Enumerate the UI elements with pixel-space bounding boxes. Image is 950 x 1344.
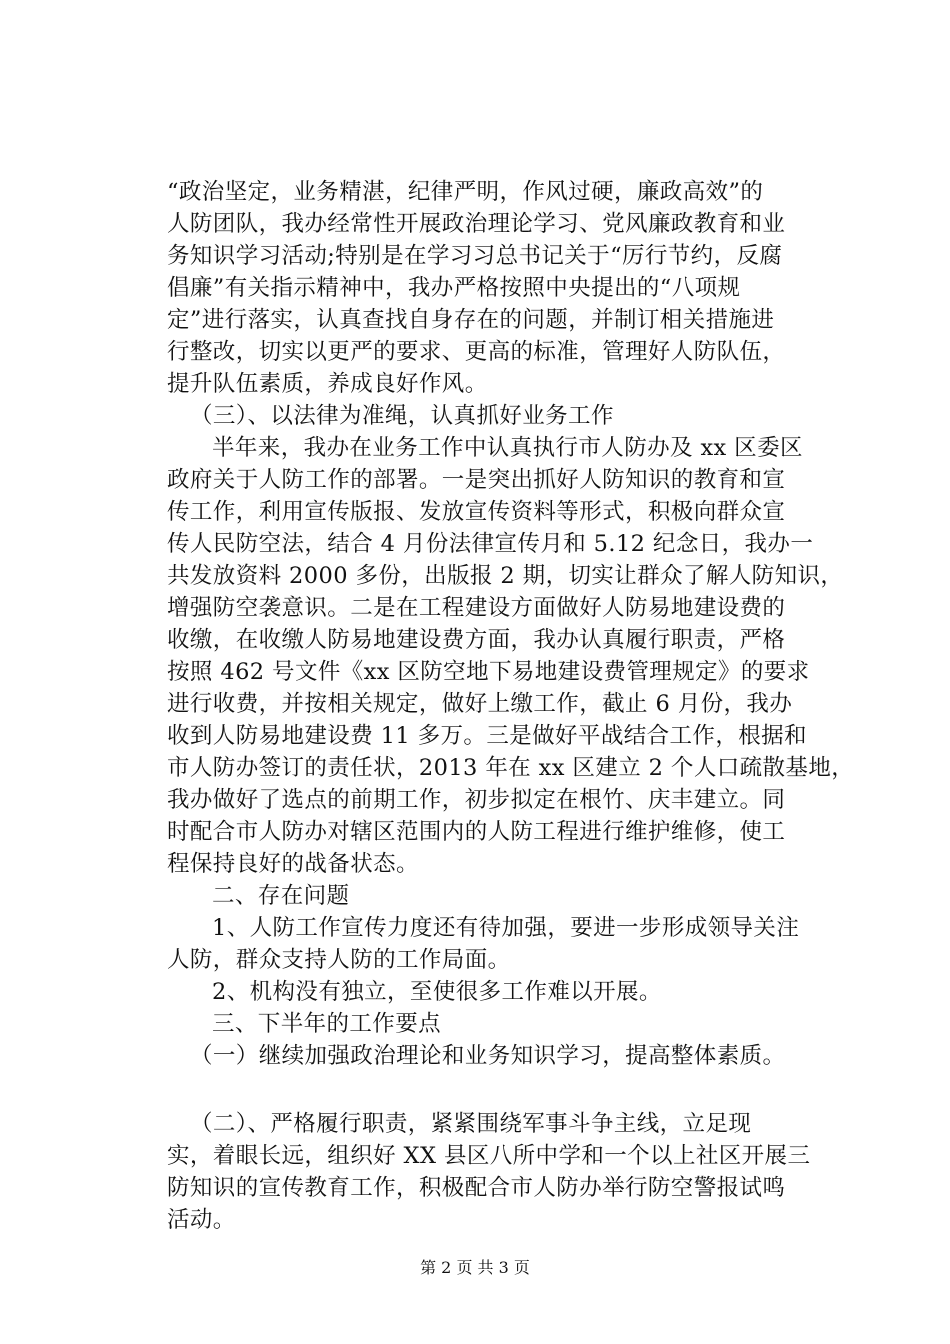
paragraph-line: 1、人防工作宣传力度还有待加强，要进一步形成领导关注	[212, 915, 800, 941]
paragraph-line: 市人防办签订的责任状，2013 年在 xx 区建立 2 个人口疏散基地，	[167, 755, 855, 781]
paragraph-line: （一）继续加强政治理论和业务知识学习，提高整体素质。	[190, 1043, 786, 1069]
paragraph-line: 按照 462 号文件《xx 区防空地下易地建设费管理规定》的要求	[167, 659, 810, 685]
paragraph-line: 共发放资料 2000 多份，出版报 2 期，切实让群众了解人防知识，	[167, 563, 844, 589]
paragraph-line: 传工作，利用宣传版报、发放宣传资料等形式，积极向群众宣	[167, 499, 786, 525]
section-heading: 三、下半年的工作要点	[212, 1011, 442, 1037]
paragraph-line: 我办做好了选点的前期工作，初步拟定在根竹、庆丰建立。同	[167, 787, 786, 813]
paragraph-line: 倡廉”有关指示精神中，我办严格按照中央提出的“八项规	[167, 275, 741, 301]
paragraph-line: 进行收费，并按相关规定，做好上缴工作，截止 6 月份，我办	[167, 691, 793, 717]
section-heading: （三）、以法律为准绳，认真抓好业务工作	[190, 403, 614, 429]
page-number-footer: 第 2 页 共 3 页	[420, 1258, 530, 1277]
paragraph-line: “政治坚定，业务精湛，纪律严明，作风过硬，廉政高效”的	[167, 179, 764, 205]
paragraph-line: （二）、严格履行职责，紧紧围绕军事斗争主线，立足现	[190, 1111, 752, 1137]
paragraph-line: 人防，群众支持人防的工作局面。	[167, 947, 511, 973]
paragraph-line: 增强防空袭意识。二是在工程建设方面做好人防易地建设费的	[167, 595, 786, 621]
paragraph-line: 收到人防易地建设费 11 多万。三是做好平战结合工作，根据和	[167, 723, 807, 749]
paragraph-line: 人防团队，我办经常性开展政治理论学习、党风廉政教育和业	[167, 211, 786, 237]
paragraph-line: 收缴，在收缴人防易地建设费方面，我办认真履行职责，严格	[167, 627, 786, 653]
paragraph-line: 活动。	[167, 1207, 236, 1233]
paragraph-line: 行整改，切实以更严的要求、更高的标准，管理好人防队伍，	[167, 339, 786, 365]
paragraph-line: 2、机构没有独立，至使很多工作难以开展。	[212, 979, 662, 1005]
paragraph-line: 定”进行落实，认真查找自身存在的问题，并制订相关措施进	[167, 307, 775, 333]
paragraph-line: 防知识的宣传教育工作，积极配合市人防办举行防空警报试鸣	[167, 1175, 786, 1201]
paragraph-line: 实，着眼长远，组织好 XX 县区八所中学和一个以上社区开展三	[167, 1143, 811, 1169]
paragraph-line: 提升队伍素质，养成良好作风。	[167, 371, 488, 397]
paragraph-line: 半年来，我办在业务工作中认真执行市人防办及 xx 区委区	[212, 435, 803, 461]
paragraph-line: 政府关于人防工作的部署。一是突出抓好人防知识的教育和宣	[167, 467, 786, 493]
section-heading: 二、存在问题	[212, 883, 350, 909]
paragraph-line: 传人民防空法，结合 4 月份法律宣传月和 5.12 纪念日，我办一	[167, 531, 814, 557]
paragraph-line: 务知识学习活动;特别是在学习习总书记关于“厉行节约，反腐	[167, 243, 783, 269]
paragraph-line: 程保持良好的战备状态。	[167, 851, 419, 877]
paragraph-line: 时配合市人防办对辖区范围内的人防工程进行维护维修，使工	[167, 819, 786, 845]
